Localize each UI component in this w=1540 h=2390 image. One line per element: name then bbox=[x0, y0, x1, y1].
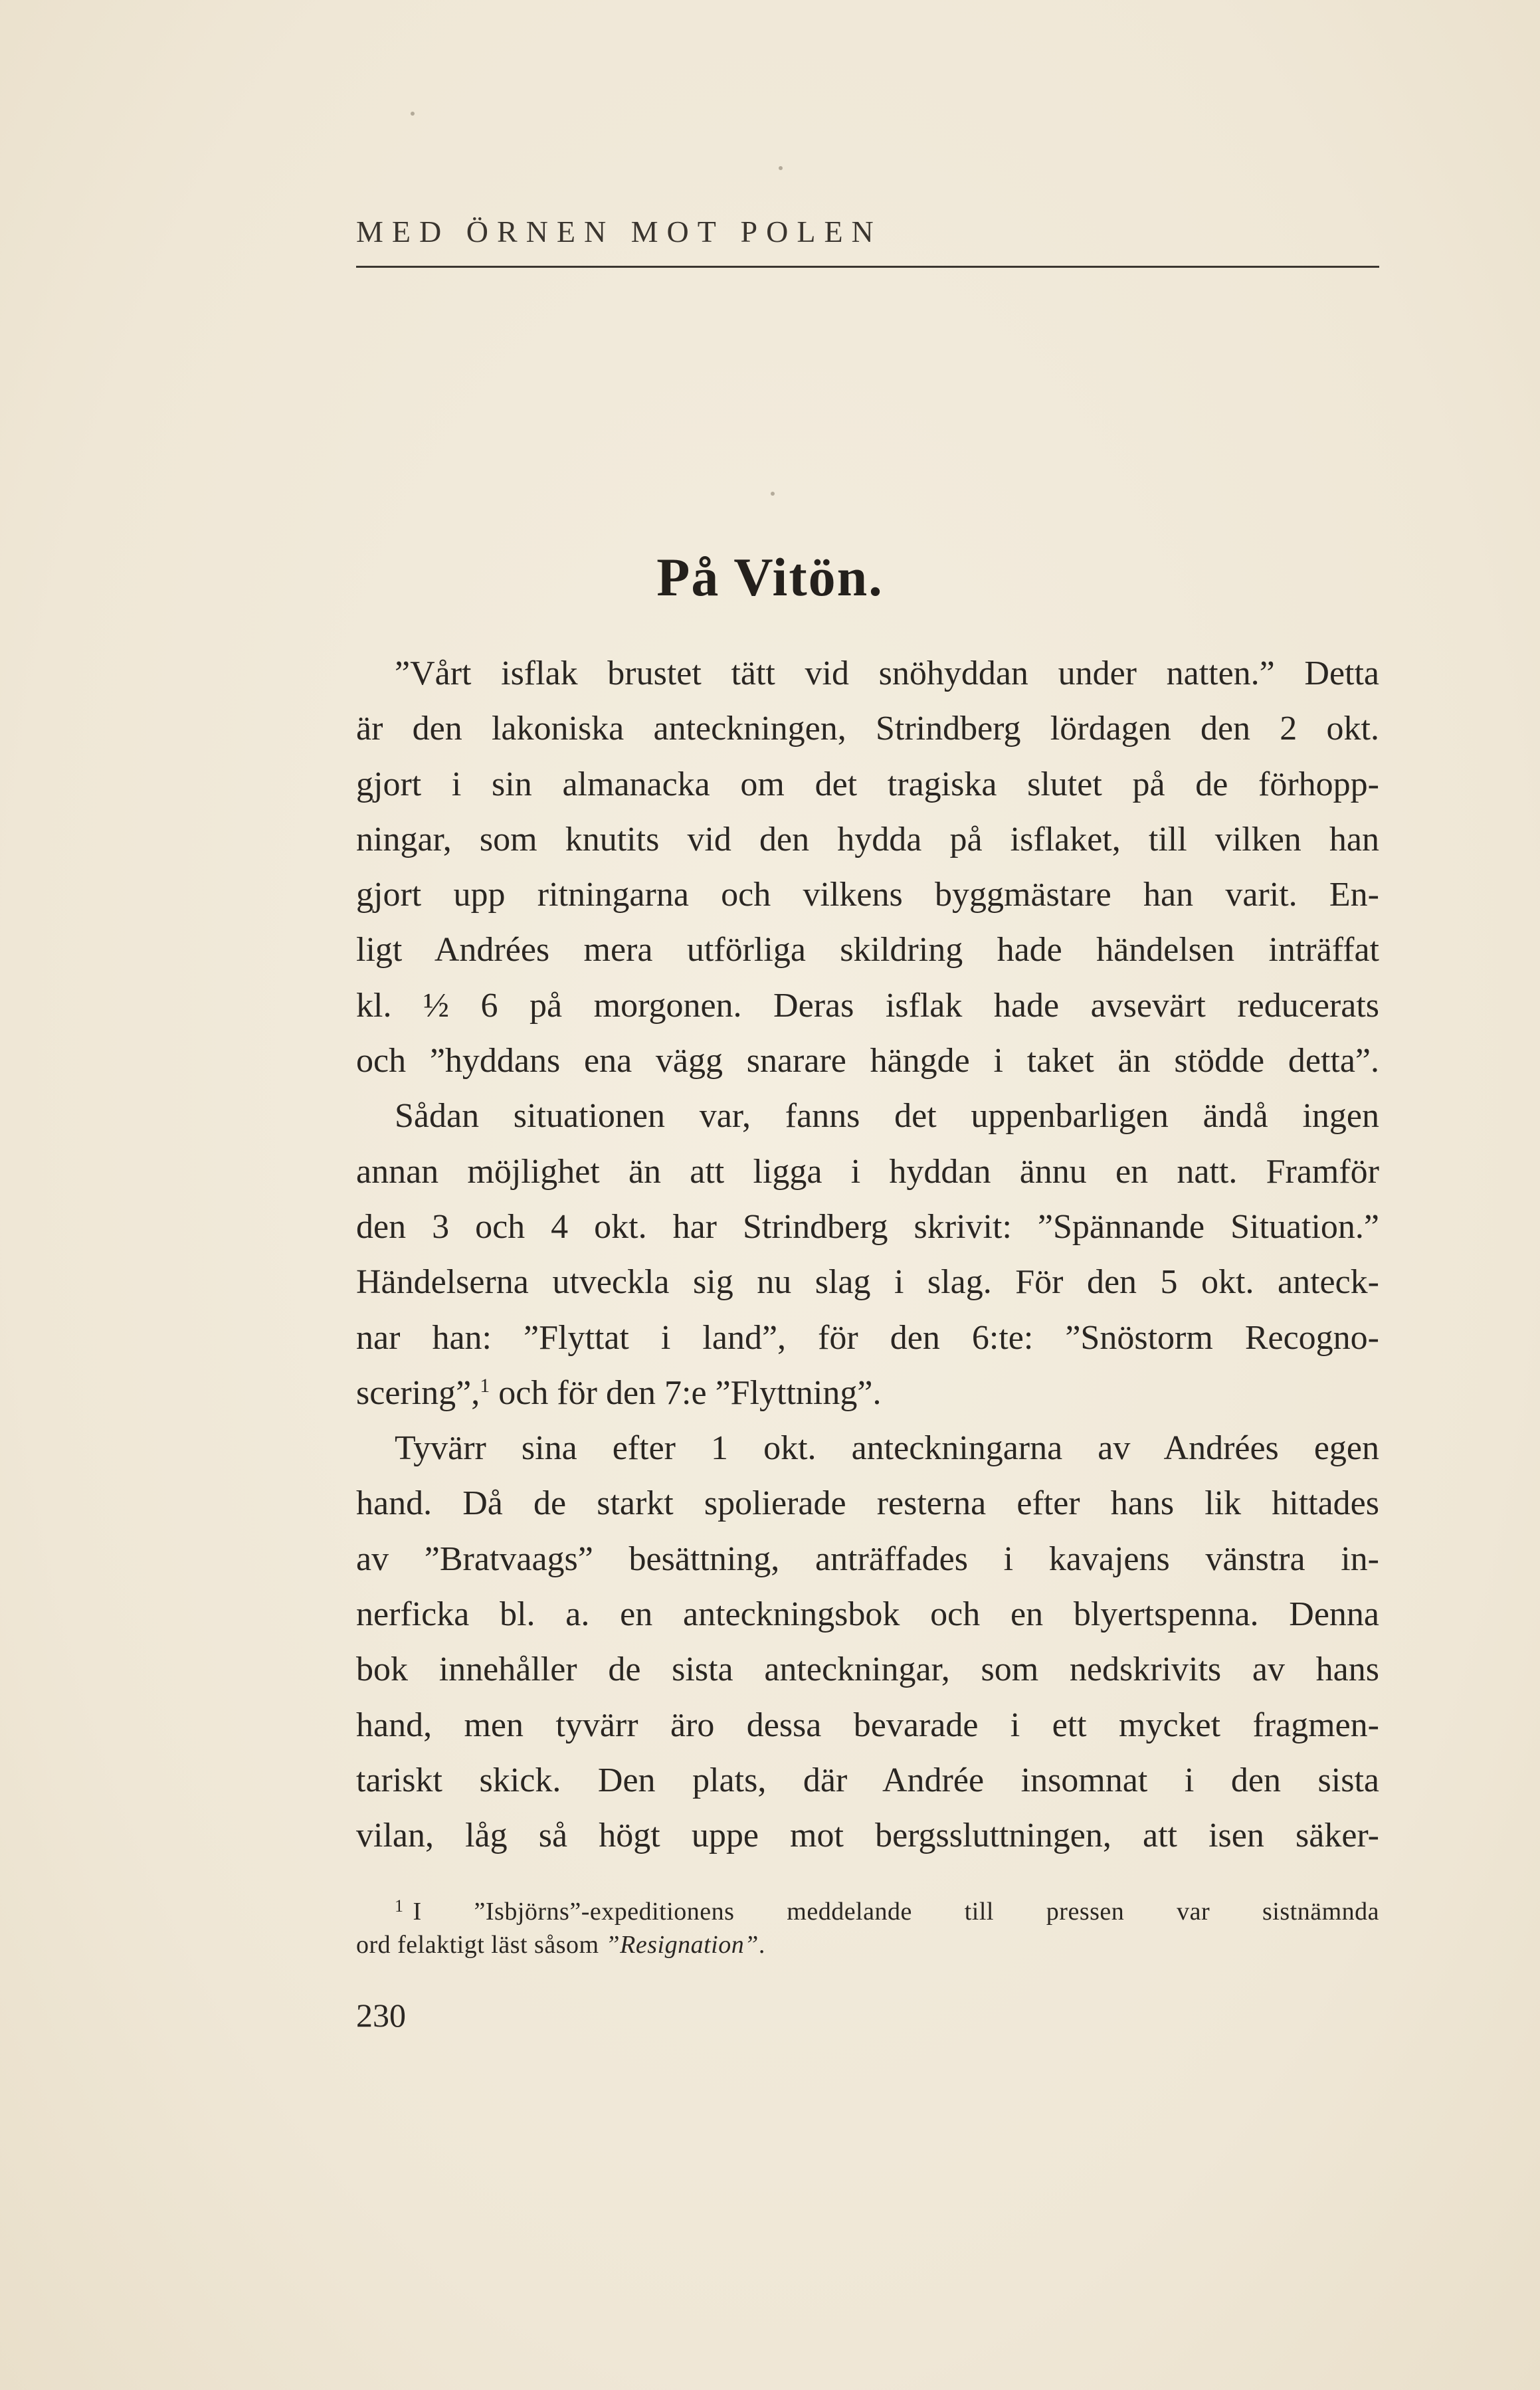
text-line: bok innehåller de sista anteckningar, som nedskrivits av hans bbox=[356, 1650, 1379, 1689]
paper-speck bbox=[779, 166, 783, 170]
chapter-title: På Vitön. bbox=[656, 547, 884, 607]
text-line: ligt Andrées mera utförliga skildring hade händelsen inträffat bbox=[356, 931, 1379, 969]
text-line: Händelserna utveckla sig nu slag i slag. För den 5 okt. anteck- bbox=[356, 1263, 1379, 1302]
paper-speck bbox=[411, 112, 415, 116]
footnote-reference: 1 bbox=[480, 1374, 490, 1397]
text-line: ningar, som knutits vid den hydda på isflaket, till vilken han bbox=[356, 820, 1379, 858]
footnote-text: I ”Isbjörns”-expeditionens meddelande till pressen var sistnämnda bbox=[413, 1898, 1379, 1926]
header-rule bbox=[356, 266, 1379, 268]
running-header: MED ÖRNEN MOT POLEN bbox=[356, 215, 882, 249]
text-line: hand. Då de starkt spolierade resterna efter hans lik hittades bbox=[356, 1484, 1379, 1523]
footnote-text: . bbox=[758, 1931, 765, 1959]
text-line: gjort upp ritningarna och vilkens byggmästare han varit. En- bbox=[356, 876, 1379, 914]
footnote-line bbox=[356, 1928, 1379, 1961]
text-line: är den lakoniska anteckningen, Strindberg lördagen den 2 okt. bbox=[356, 710, 1379, 748]
text-line: kl. ½ 6 på morgonen. Deras isflak hade avsevärt reducerats bbox=[356, 986, 1379, 1025]
footnote-text: ord felaktigt läst såsom bbox=[356, 1931, 606, 1959]
paper-speck bbox=[771, 492, 775, 496]
text-line: annan möjlighet än att ligga i hyddan ännu en natt. Framför bbox=[356, 1152, 1379, 1191]
text-line: Tyvärr sina efter 1 okt. anteckningarna av Andrées egen bbox=[395, 1429, 1379, 1468]
text-line: vilan, låg så högt uppe mot bergssluttningen, att isen säker- bbox=[356, 1817, 1379, 1855]
text-line: nerficka bl. a. en anteckningsbok och en blyertspenna. Denna bbox=[356, 1595, 1379, 1634]
text-line: gjort i sin almanacka om det tragiska slutet på de förhopp- bbox=[356, 765, 1379, 803]
footnote-italic-text: ”Resignation” bbox=[605, 1931, 759, 1959]
text-line: och ”hyddans ena vägg snarare hängde i taket än stödde detta”. bbox=[356, 1042, 1379, 1080]
text-line: hand, men tyvärr äro dessa bevarade i ett mycket fragmen- bbox=[356, 1706, 1379, 1744]
text-line: Sådan situationen var, fanns det uppenbarligen ändå ingen bbox=[395, 1097, 1379, 1136]
text-line: ”Vårt isflak brustet tätt vid snöhyddan under natten.” Detta bbox=[395, 654, 1379, 692]
footnote bbox=[356, 1895, 1379, 1961]
text-line-part: och för den 7:e ”Flyttning”. bbox=[490, 1373, 882, 1412]
page-number: 230 bbox=[356, 1997, 406, 2034]
text-line: av ”Bratvaags” besättning, anträffades i kavajens vänstra in- bbox=[356, 1540, 1379, 1578]
body-text bbox=[356, 646, 1379, 1864]
footnote-line bbox=[356, 1895, 1379, 1928]
text-line bbox=[356, 1365, 1379, 1421]
text-line: tariskt skick. Den plats, där Andrée insomnat i den sista bbox=[356, 1761, 1379, 1799]
footnote-mark: 1 bbox=[395, 1896, 404, 1916]
text-line-part: scering”, bbox=[356, 1373, 480, 1412]
text-line: den 3 och 4 okt. har Strindberg skrivit: ”Spännande Situation.” bbox=[356, 1207, 1379, 1246]
text-line: nar han: ”Flyttat i land”, för den 6:te: ”Snöstorm Recogno- bbox=[356, 1318, 1379, 1357]
